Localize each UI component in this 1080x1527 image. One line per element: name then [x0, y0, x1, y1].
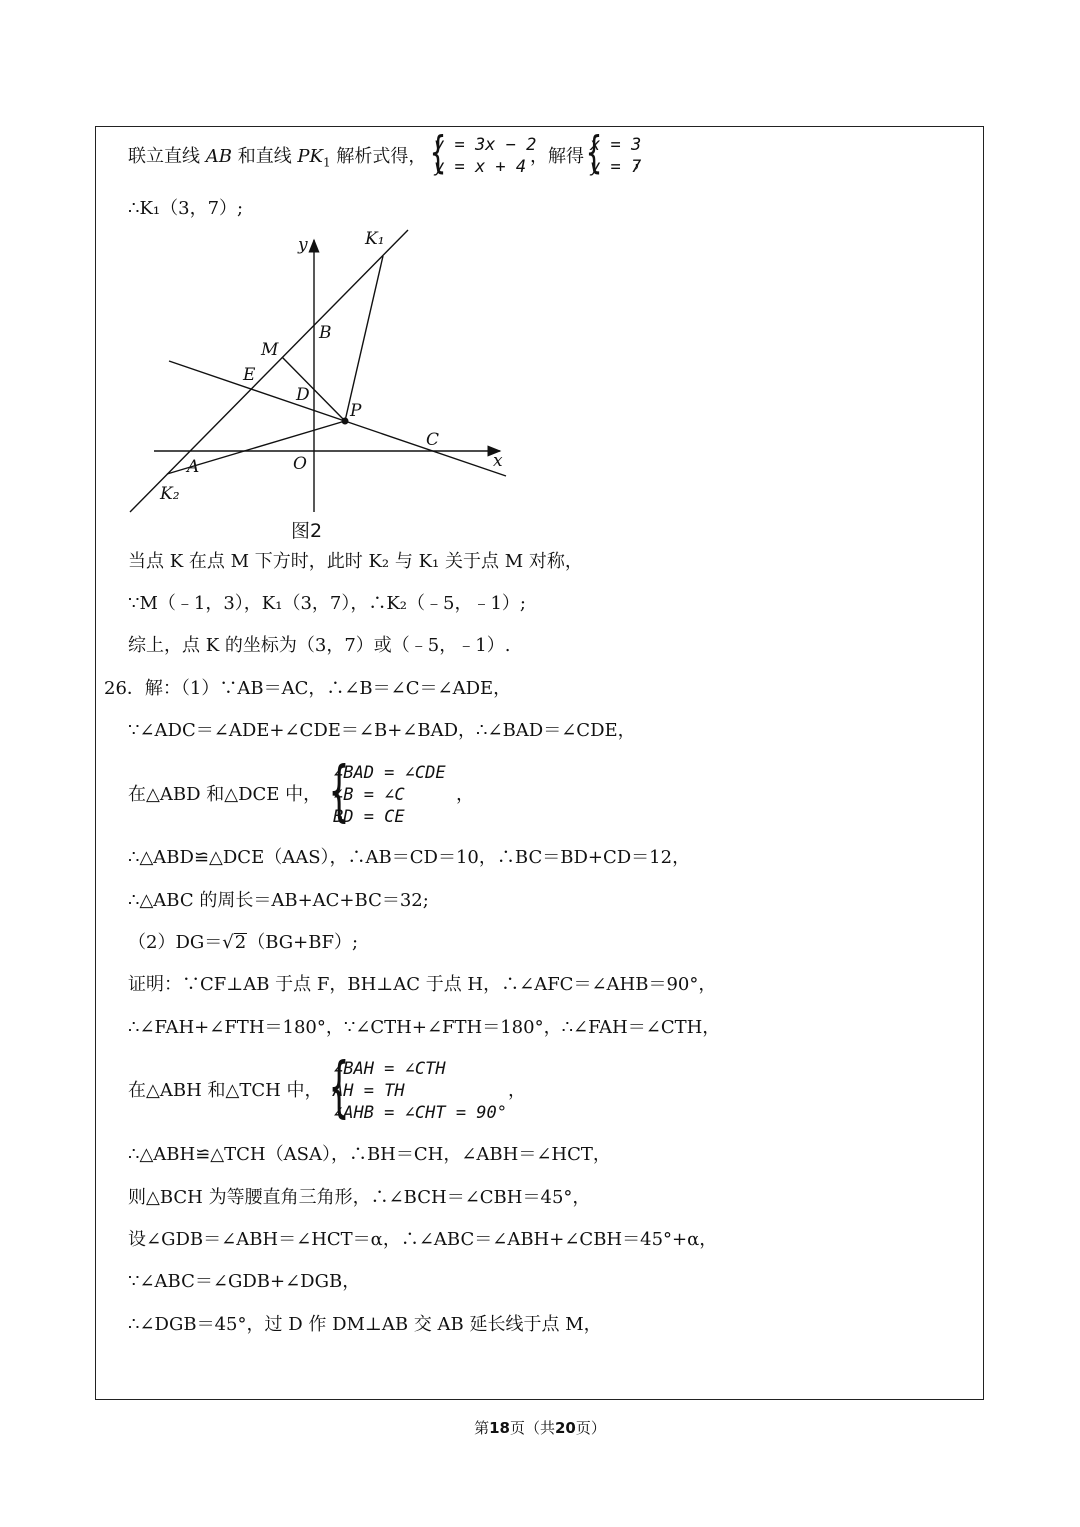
- line-2: ∴K₁（3，7）;: [128, 198, 244, 219]
- line-1-end: ，: [634, 150, 652, 171]
- line-1-sep: ，解得: [530, 146, 584, 167]
- label-a: A: [187, 457, 200, 477]
- line-16: 则△BCH 为等腰直角三角形，∴∠BCH＝∠CBH＝45°，: [128, 1187, 591, 1208]
- line-8: 在△ABD 和△DCE 中，: [128, 784, 322, 805]
- equation-system-3: ∠BAD = ∠CDE ∠B = ∠C BD = CE: [333, 763, 446, 827]
- line-5: 综上，点 K 的坐标为（3，7）或（﹣5，﹣1）.: [128, 635, 511, 656]
- label-b: B: [319, 323, 332, 343]
- line-17: 设∠GDB＝∠ABH＝∠HCT＝α，∴∠ABC＝∠ABH+∠CBH＝45°+α，: [128, 1229, 718, 1250]
- line-ab: [130, 230, 408, 512]
- equation-system-1: y = 3x − 2 y = x + 4: [434, 135, 537, 177]
- line-18: ∵∠ABC＝∠GDB+∠DGB，: [128, 1271, 361, 1292]
- label-y: y: [298, 235, 308, 255]
- point-p: [342, 418, 349, 425]
- label-k2: K₂: [160, 484, 180, 504]
- figure-caption: 图2: [291, 520, 323, 542]
- line-7: ∵∠ADC＝∠ADE+∠CDE＝∠B+∠BAD，∴∠BAD＝∠CDE，: [128, 720, 636, 741]
- label-m: M: [261, 340, 279, 360]
- equation-system-4: ∠BAH = ∠CTH AH = TH ∠AHB = ∠CHT = 90°: [333, 1059, 507, 1123]
- label-c: C: [426, 430, 440, 450]
- segment-pk1: [345, 256, 383, 421]
- label-d: D: [296, 385, 310, 405]
- label-k1: K₁: [365, 229, 385, 249]
- brace-3: {: [328, 752, 350, 829]
- line-8-comma: ，: [456, 784, 474, 805]
- label-e: E: [243, 365, 256, 385]
- label-o: O: [293, 454, 307, 474]
- line-3: 当点 K 在点 M 下方时，此时 K₂ 与 K₁ 关于点 M 对称，: [128, 551, 583, 572]
- line-1: 联立直线 AB 和直线 $PK_1$ 解析式得，: [128, 146, 427, 170]
- brace-1: {: [429, 127, 447, 178]
- line-9: ∴△ABD≌△DCE（AAS），∴AB＝CD＝10，∴BC＝BD+CD＝12，: [128, 847, 691, 868]
- brace-4: {: [328, 1048, 350, 1125]
- page-footer: 第18页（共20页）: [474, 1419, 606, 1437]
- line-10: ∴△ABC 的周长＝AB+AC+BC＝32;: [128, 890, 429, 911]
- line-15: ∴△ABH≌△TCH（ASA），∴BH＝CH，∠ABH＝∠HCT，: [128, 1144, 611, 1165]
- brace-2: {: [585, 127, 603, 178]
- line-14-comma: ，: [508, 1080, 526, 1101]
- line-12: 证明：∵CF⊥AB 于点 F，BH⊥AC 于点 H，∴∠AFC＝∠AHB＝90°，: [128, 974, 717, 995]
- line-4: ∵M（﹣1，3），K₁（3，7），∴K₂（﹣5，﹣1）;: [128, 593, 526, 614]
- line-11: （2）DG＝√2（BG+BF）;: [128, 932, 359, 953]
- line-19: ∴∠DGB＝45°，过 D 作 DM⊥AB 交 AB 延长线于点 M，: [128, 1314, 602, 1335]
- question-26: 26．解：（1）∵AB＝AC，∴∠B＝∠C＝∠ADE，: [104, 678, 512, 699]
- line-13: ∴∠FAH+∠FTH＝180°，∵∠CTH+∠FTH＝180°，∴∠FAH＝∠CTH，: [128, 1017, 721, 1038]
- label-p: P: [350, 401, 362, 421]
- line-14: 在△ABH 和△TCH 中，: [128, 1080, 323, 1101]
- figure-2: [120, 222, 520, 522]
- equation-system-2: x = 3 y = 7: [590, 135, 642, 177]
- label-x: x: [493, 451, 503, 471]
